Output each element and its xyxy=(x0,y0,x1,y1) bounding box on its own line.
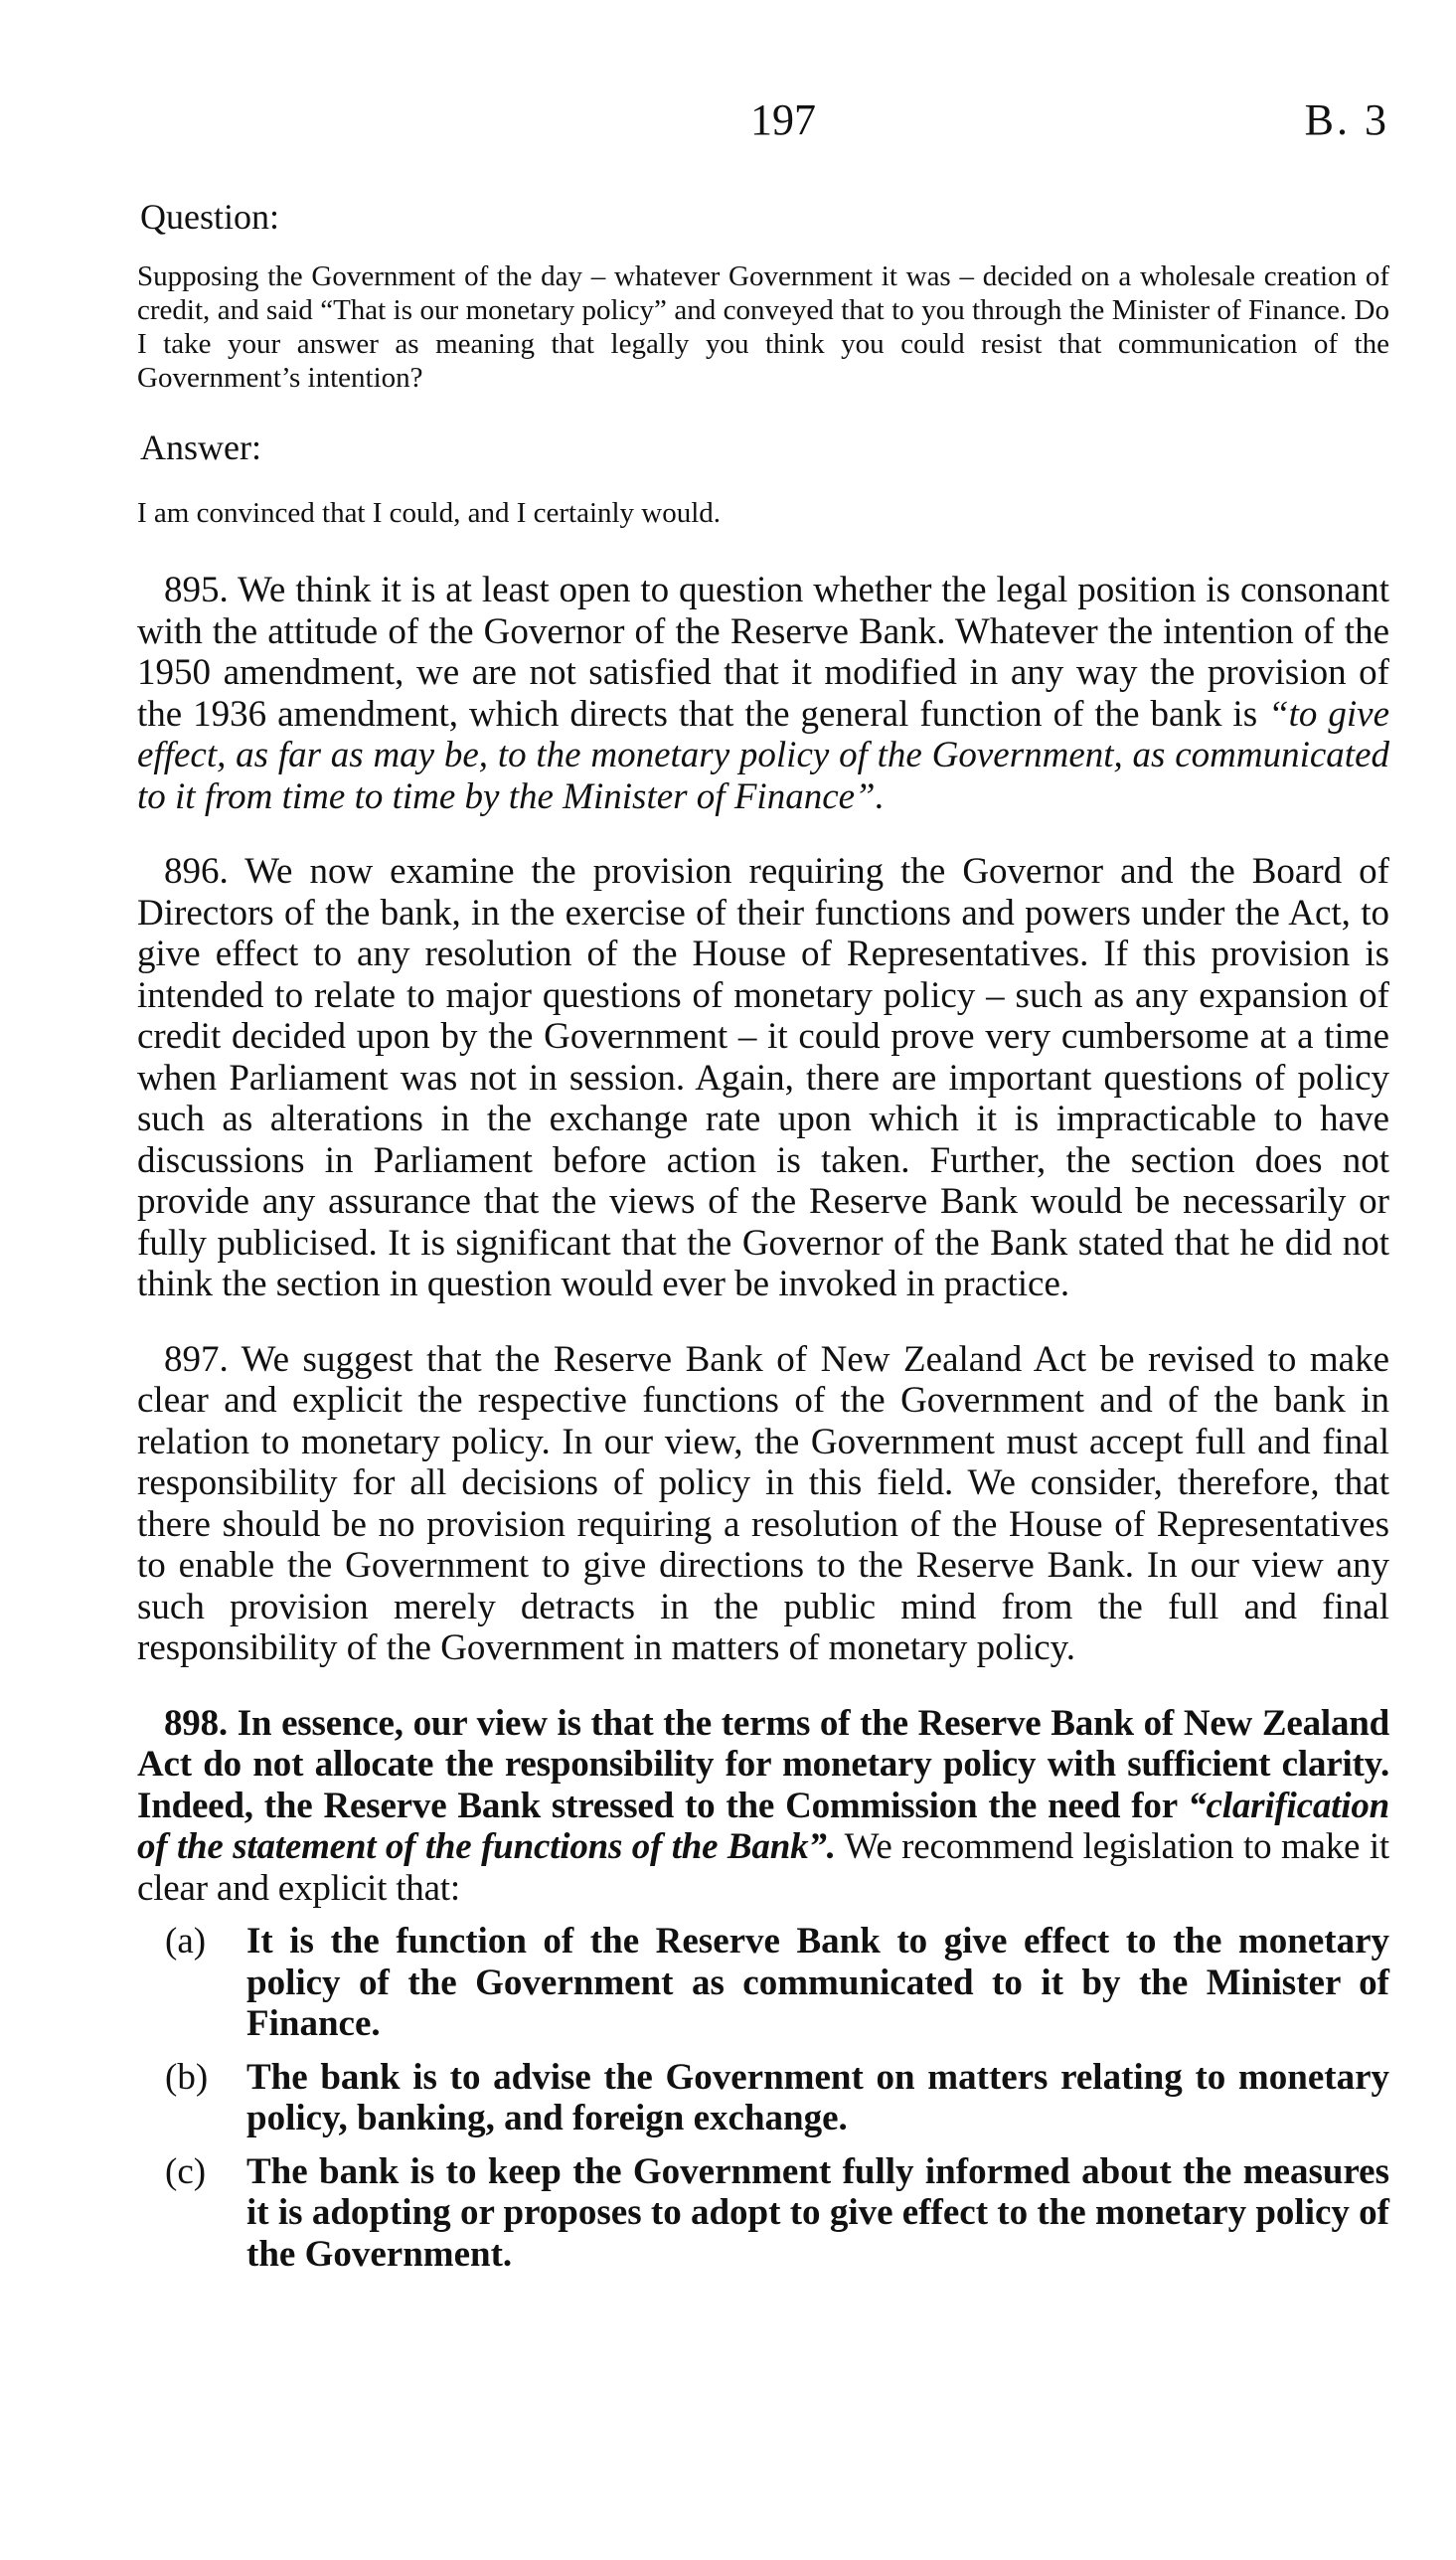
paragraph-text: In essence, our view is that the terms of the Reserve Bank of New Zealand Act do not allocate the responsibility for monetary policy with sufficient clarity. Indeed, the Reserve Bank stressed to the Commission the need for xyxy=(137,1702,1389,1826)
paragraph-number: 895. xyxy=(164,570,229,610)
recommendation-item-a xyxy=(137,1921,1389,2045)
paragraph-895 xyxy=(137,570,1389,817)
paragraph-number: 897. xyxy=(164,1338,229,1380)
paragraph-tail: We recommend legislation to make it clear and explicit that: xyxy=(137,1826,1389,1909)
recommendation-item-c xyxy=(137,2151,1389,2276)
list-marker: (b) xyxy=(165,2056,209,2098)
paragraph-text: We now examine the provision requiring the Governor and the Board of Directors of the bank, in the exercise of their functions and powers under the Act, to give effect to any resolution of the House of Representatives. If this provision is intended to relate to major questions of monetary policy – such as any expansion of credit decided upon by the Government – it could prove very cumbersome at a time when Parliament was not in session. Again, there are important questions of policy such as alterations in the exchange rate upon which it is impracticable to have discussions in Parliament before action is taken. Further, the section does not provide any assurance that the views of the Reserve Bank would be necessarily or fully publicised. It is significant that the Governor of the Bank stated that he did not think the section in question would ever be invoked in practice. xyxy=(137,851,1389,1304)
answer-text: I am convinced that I could, and I certainly would. xyxy=(137,497,722,529)
answer-label: Answer: xyxy=(140,427,261,467)
list-item-text: The bank is to advise the Government on matters relating to monetary policy, banking, and foreign exchange. xyxy=(246,2056,1389,2138)
list-marker: (c) xyxy=(165,2150,207,2192)
list-item-text: It is the function of the Reserve Bank to give effect to the monetary policy of the Government as communicated to it by the Minister of Finance. xyxy=(246,1921,1389,2044)
recommendation-list xyxy=(137,1921,1389,2275)
list-marker: (a) xyxy=(165,1921,207,1962)
paragraph-number: 896. xyxy=(164,851,229,892)
page-number: 197 xyxy=(750,95,816,144)
page-header xyxy=(137,94,1389,154)
document-page xyxy=(137,94,1389,2275)
paragraph-quote: “clarification of the statement of the functions of the Bank”. xyxy=(137,1785,1389,1867)
document-reference: B. 3 xyxy=(1304,95,1389,144)
paragraph-text: We think it is at least open to question whether the legal position is consonant with the attitude of the Governor of the Reserve Bank. Whatever the intention of the 1950 amendment, we are not satisfied that it modified in any way the provision of the 1936 amendment, which directs that the general function of the bank is xyxy=(137,570,1389,735)
paragraph-898 xyxy=(137,1703,1389,1910)
paragraph-897 xyxy=(137,1339,1389,1669)
paragraph-number: 898. xyxy=(164,1702,228,1744)
question-text: Supposing the Government of the day – whatever Government it was – decided on a wholesale creation of credit, and said “That is our monetary policy” and conveyed that to you through the Minister of Finance. Do I take your answer as meaning that legally you think you could resist that communication of the Government’s intention? xyxy=(137,260,1389,394)
paragraph-896 xyxy=(137,851,1389,1305)
paragraph-text: We suggest that the Reserve Bank of New Zealand Act be revised to make clear and explicit the respective functions of the Government and of the bank in relation to monetary policy. In our view, the Government must accept full and final responsibility for all decisions of policy in this field. We consider, therefore, that there should be no provision requiring a resolution of the House of Representatives to enable the Government to give directions to the Reserve Bank. In our view any such provision merely detracts in the public mind from the full and final responsibility of the Government in matters of monetary policy. xyxy=(137,1338,1389,1668)
question-label: Question: xyxy=(140,197,279,237)
list-item-text: The bank is to keep the Government fully informed about the measures it is adopting or proposes to adopt to give effect to the monetary policy of the Government. xyxy=(246,2150,1389,2275)
paragraph-quote: “to give effect, as far as may be, to the monetary policy of the Government, as communicated to it from time to time by the Minister of Finance”. xyxy=(137,693,1390,817)
recommendation-item-b xyxy=(137,2057,1389,2139)
